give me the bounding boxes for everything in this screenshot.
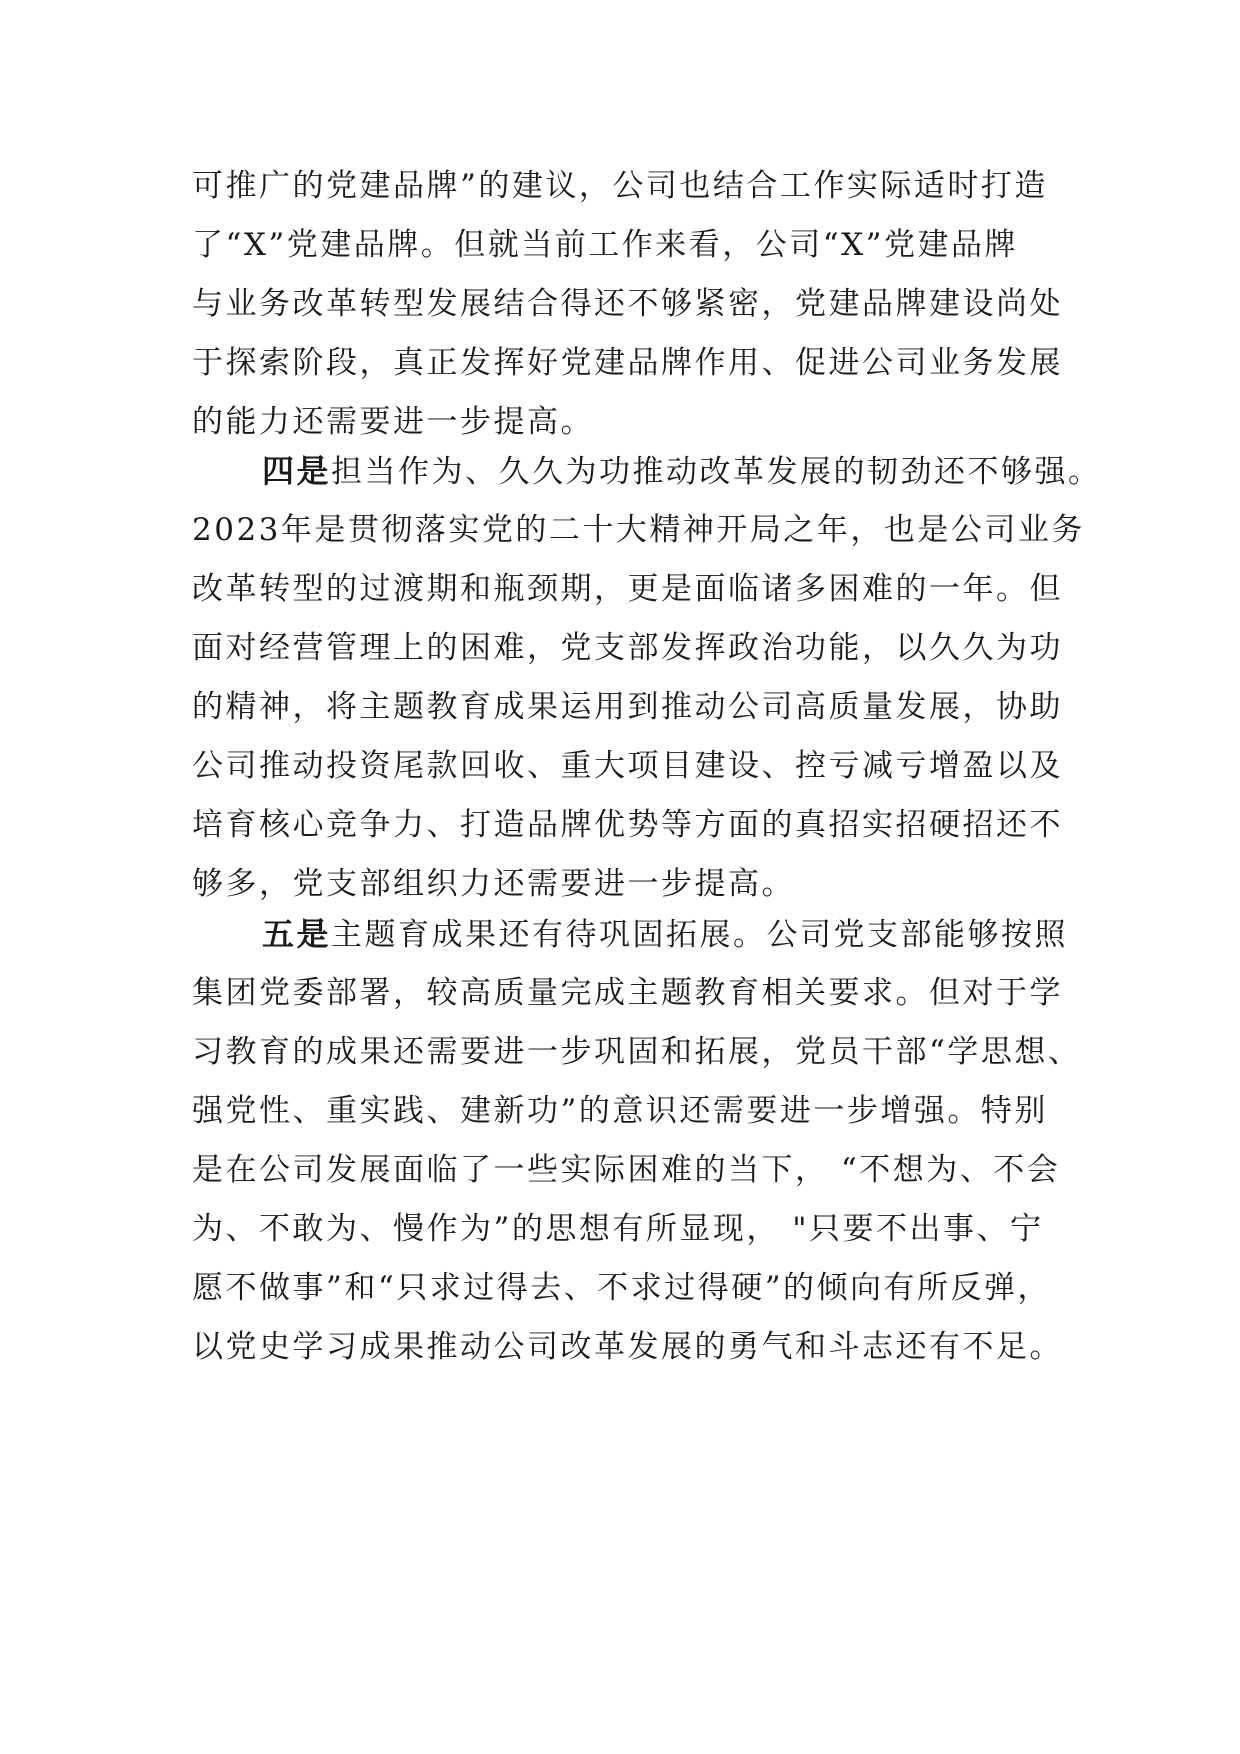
- paragraph-line: 与业务改革转型发展结合得还不够紧密，党建品牌建设尚处: [192, 286, 1063, 322]
- paragraph-line: 是在公司发展面临了一些实际困难的当下， “不想为、不会: [192, 1152, 1061, 1188]
- point-five-lead: 五是: [262, 915, 332, 953]
- paragraph-line: 愿不做事”和“只求过得去、不求过得硬”的倾向有所反弹，: [192, 1270, 1052, 1306]
- paragraph-first-line: [192, 905, 1069, 964]
- paragraph-line: 改革转型的过渡期和瓶颈期，更是面临诸多困难的一年。但: [192, 571, 1063, 607]
- paragraph-line: 于探索阶段，真正发挥好党建品牌作用、促进公司业务发展: [192, 345, 1063, 381]
- point-five-heading-text: 主题育成果还有待巩固拓展。公司党支部能够按照: [331, 917, 1069, 953]
- paragraph-point-five: [192, 905, 1082, 1377]
- paragraph-line: 了“X”党建品牌。但就当前工作来看，公司“X”党建品牌: [192, 227, 1019, 263]
- paragraph-line: 够多，党支部组织力还需要进一步提高。: [192, 866, 795, 902]
- paragraph-line: 强党性、重实践、建新功”的意识还需要进一步增强。特别: [192, 1093, 1048, 1129]
- paragraph-line: 以党史学习成果推动公司改革发展的勇气和斗志还有不足。: [192, 1329, 1063, 1365]
- paragraph-party-brand: [192, 157, 1062, 452]
- paragraph-line: 习教育的成果还需要进一步巩固和拓展，党员干部“学思想、: [192, 1034, 1082, 1070]
- paragraph-first-line: [192, 442, 1102, 501]
- paragraph-line: 为、不敢为、慢作为”的思想有所显现， "只要不出事、宁: [192, 1211, 1044, 1247]
- paragraph-line: 集团党委部署，较高质量完成主题教育相关要求。但对于学: [192, 975, 1063, 1011]
- paragraph-line: 培育核心竞争力、打造品牌优势等方面的真招实招硬招还不: [192, 807, 1063, 843]
- paragraph-point-four: [192, 442, 1102, 914]
- paragraph-line: 面对经营管理上的困难，党支部发挥政治功能，以久久为功: [192, 630, 1063, 666]
- paragraph-line: 的精神，将主题教育成果运用到推动公司高质量发展，协助: [192, 689, 1063, 725]
- paragraph-line: 可推广的党建品牌”的建议，公司也结合工作实际适时打造: [192, 168, 1048, 204]
- point-four-heading-text: 担当作为、久久为功推动改革发展的韧劲还不够强。: [331, 454, 1102, 490]
- paragraph-line: 2023年是贯彻落实党的二十大精神开局之年，也是公司业务: [192, 512, 1085, 548]
- point-four-lead: 四是: [262, 452, 332, 490]
- paragraph-line: 公司推动投资尾款回收、重大项目建设、控亏减亏增盈以及: [192, 748, 1063, 784]
- paragraph-line: 的能力还需要进一步提高。: [192, 404, 594, 440]
